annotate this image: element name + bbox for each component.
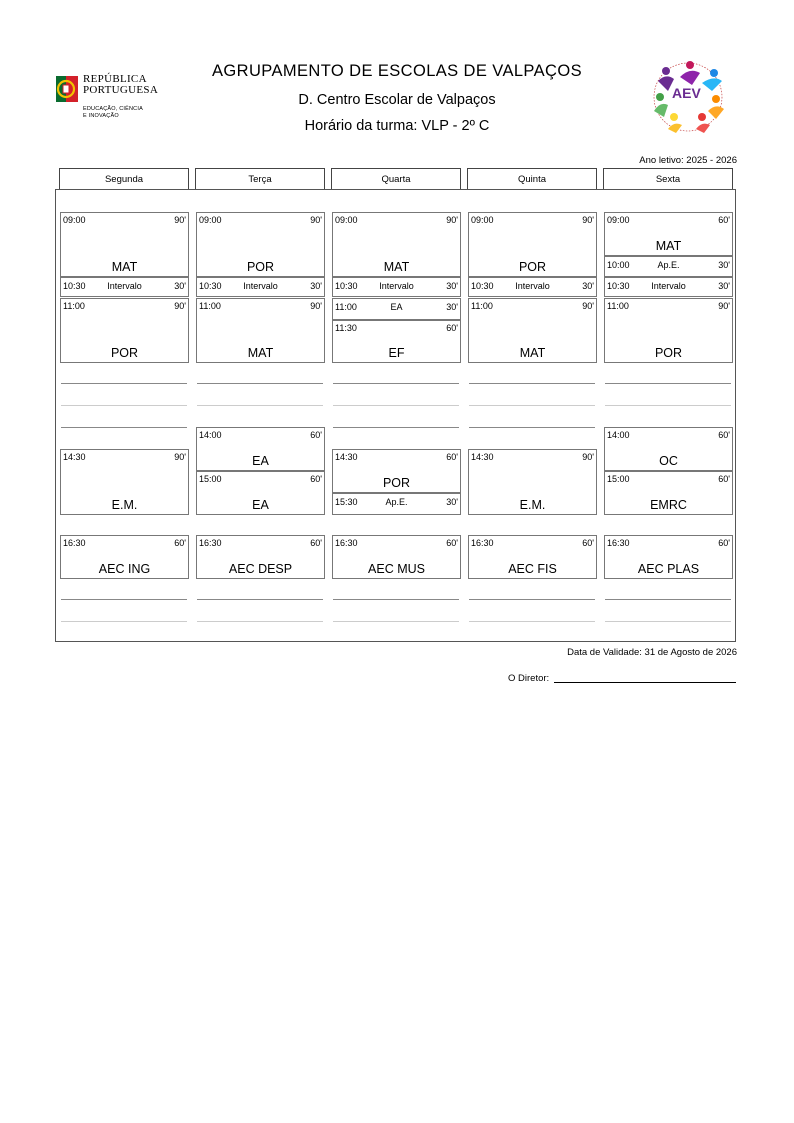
lesson-duration: 90' [582,301,594,311]
lesson-duration: 60' [718,538,730,548]
lesson-time: 11:00 [335,302,357,312]
lesson-time: 09:00 [199,215,222,225]
lesson-block [604,427,733,471]
lesson-subject: AEC ING [98,562,151,576]
lesson-subject: E.M. [111,498,138,512]
lesson-subject: EA [390,302,403,312]
day-header-tuesday: Terça [195,168,325,189]
lesson-block [604,471,733,515]
lesson-block [332,535,461,579]
coat-of-arms-icon [54,72,82,106]
break-duration: 30' [446,281,458,291]
lesson-time: 09:00 [471,215,494,225]
lesson-block [604,298,733,363]
lesson-duration: 60' [718,430,730,440]
break-time: 10:30 [471,281,494,291]
lesson-block [332,449,461,493]
lesson-time: 15:00 [607,474,630,484]
short-lesson-row [332,493,461,515]
logo-name: REPÚBLICA PORTUGUESA [83,73,159,96]
break-label: Intervalo [107,281,142,291]
break-label: Intervalo [379,281,414,291]
lesson-time: 15:00 [199,474,222,484]
lesson-duration: 90' [718,301,730,311]
lesson-time: 11:00 [471,301,493,311]
break-duration: 30' [718,281,730,291]
lesson-time: 16:30 [471,538,494,548]
director-signature-line [554,682,736,683]
break-duration: 30' [174,281,186,291]
lesson-subject: POR [518,260,547,274]
aev-logo-text: AEV [672,85,701,101]
lesson-time: 14:30 [335,452,358,462]
lesson-block [196,427,325,471]
day-header-thursday: Quinta [467,168,597,189]
lesson-subject: MAT [247,346,274,360]
break-row [60,277,189,297]
lesson-duration: 60' [446,323,458,333]
lesson-duration: 60' [174,538,186,548]
lesson-block [468,449,597,515]
lesson-duration: 60' [718,474,730,484]
lesson-subject: E.M. [519,498,546,512]
lesson-subject: AEC FIS [508,562,557,576]
lesson-subject: OC [659,454,678,468]
lesson-subject: EA [252,454,269,468]
lesson-block [604,535,733,579]
aev-logo [644,57,732,139]
validity-date: Data de Validade: 31 de Agosto de 2026 [567,647,737,658]
break-row [468,277,597,297]
break-row [604,277,733,297]
lesson-duration: 30' [718,260,730,270]
lesson-duration: 90' [174,215,186,225]
lesson-duration: 90' [582,215,594,225]
lesson-time: 15:30 [335,497,358,507]
lesson-block [332,212,461,277]
break-row [196,277,325,297]
lesson-block [196,212,325,277]
lesson-subject: AEC PLAS [637,562,700,576]
lesson-subject: EA [252,498,269,512]
lesson-subject: MAT [111,260,138,274]
lesson-time: 10:00 [607,260,630,270]
lesson-time: 16:30 [63,538,86,548]
lesson-duration: 60' [446,538,458,548]
day-header-monday: Segunda [59,168,189,189]
lesson-subject: Ap.E. [385,497,408,507]
lesson-duration: 90' [446,215,458,225]
lesson-block [332,320,461,363]
lesson-time: 16:30 [335,538,358,548]
lesson-time: 09:00 [607,215,630,225]
lesson-duration: 30' [446,497,458,507]
break-duration: 30' [582,281,594,291]
short-lesson-row [604,256,733,277]
lesson-subject: MAT [655,239,682,253]
lesson-duration: 30' [446,302,458,312]
lesson-block [196,298,325,363]
break-label: Intervalo [243,281,278,291]
lesson-block [60,298,189,363]
day-header-friday: Sexta [603,168,733,189]
lesson-subject: MAT [519,346,546,360]
lesson-time: 09:00 [335,215,358,225]
center-title: D. Centro Escolar de Valpaços [298,92,496,108]
lesson-time: 16:30 [199,538,222,548]
lesson-time: 14:30 [63,452,86,462]
lesson-block [604,212,733,256]
break-label: Intervalo [651,281,686,291]
short-lesson-row [332,298,461,320]
break-row [332,277,461,297]
break-time: 10:30 [335,281,358,291]
lesson-time: 11:00 [63,301,85,311]
break-time: 10:30 [199,281,222,291]
lesson-time: 14:00 [607,430,630,440]
day-header-wednesday: Quarta [331,168,461,189]
lesson-time: 11:30 [335,323,357,333]
lesson-subject: MAT [383,260,410,274]
class-title: Horário da turma: VLP - 2º C [304,118,490,134]
school-year: Ano letivo: 2025 - 2026 [639,155,737,166]
lesson-block [196,535,325,579]
lesson-time: 11:00 [607,301,629,311]
break-label: Intervalo [515,281,550,291]
school-title: AGRUPAMENTO DE ESCOLAS DE VALPAÇOS [212,62,582,80]
lesson-block [468,298,597,363]
lesson-duration: 90' [310,301,322,311]
lesson-subject: POR [654,346,683,360]
lesson-duration: 90' [582,452,594,462]
lesson-duration: 90' [174,301,186,311]
logo-ministry: EDUCAÇÃO, CIÊNCIA E INOVAÇÃO [83,106,143,119]
lesson-duration: 60' [310,430,322,440]
lesson-time: 11:00 [199,301,221,311]
lesson-block [196,471,325,515]
lesson-subject: AEC DESP [228,562,293,576]
lesson-block [60,449,189,515]
lesson-time: 14:00 [199,430,222,440]
break-duration: 30' [310,281,322,291]
lesson-subject: AEC MUS [368,562,425,576]
lesson-time: 09:00 [63,215,86,225]
lesson-block [60,535,189,579]
lesson-block [60,212,189,277]
director-label: O Diretor: [508,673,550,684]
lesson-subject: Ap.E. [657,260,680,270]
lesson-time: 16:30 [607,538,630,548]
lesson-subject: POR [382,476,411,490]
lesson-duration: 90' [174,452,186,462]
lesson-duration: 60' [310,474,322,484]
break-time: 10:30 [63,281,86,291]
lesson-subject: POR [246,260,275,274]
lesson-time: 14:30 [471,452,494,462]
lesson-duration: 60' [582,538,594,548]
lesson-duration: 60' [718,215,730,225]
lesson-duration: 60' [310,538,322,548]
lesson-subject: EF [388,346,405,360]
lesson-block [468,212,597,277]
lesson-block [468,535,597,579]
lesson-duration: 60' [446,452,458,462]
lesson-subject: EMRC [650,498,687,512]
break-time: 10:30 [607,281,630,291]
lesson-duration: 90' [310,215,322,225]
lesson-subject: POR [110,346,139,360]
